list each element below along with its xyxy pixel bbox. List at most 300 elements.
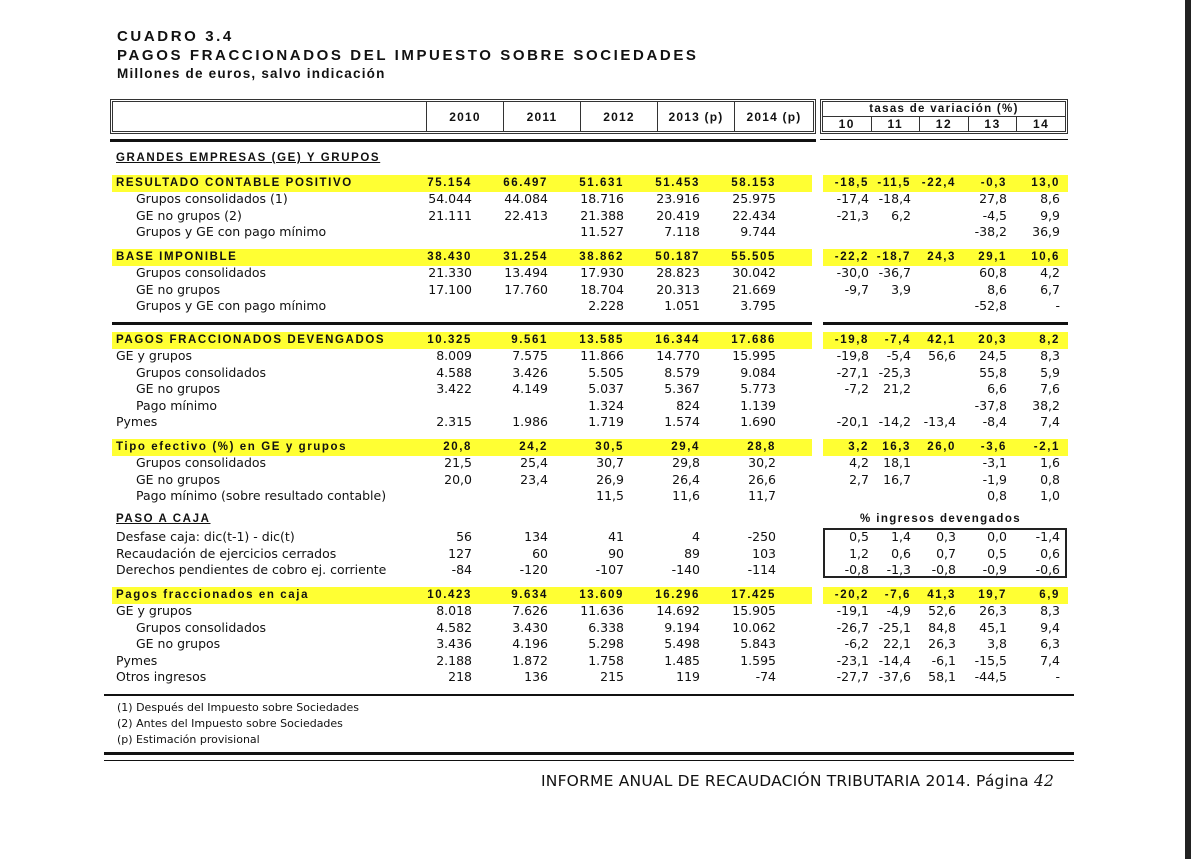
- value-cell: 4.149: [512, 381, 548, 396]
- value-cell: 7.575: [512, 348, 548, 363]
- variation-title: tasas de variación (%): [823, 102, 1065, 117]
- table-row: [112, 488, 1068, 505]
- value-cell: 21.111: [428, 207, 472, 223]
- row-label: Pymes: [116, 414, 158, 429]
- value-cell: 11.866: [580, 348, 624, 363]
- variation-header-12: 12: [920, 117, 969, 132]
- value-cell: 54.044: [428, 191, 472, 206]
- row-label: Grupos y GE con pago mínimo: [136, 224, 327, 239]
- row-label: RESULTADO CONTABLE POSITIVO: [116, 177, 353, 189]
- rate-cell: 9,4: [1040, 619, 1060, 635]
- year-header-2014: 2014 (p): [746, 109, 802, 124]
- value-cell: 127: [448, 545, 472, 561]
- value-cell: 2.188: [436, 652, 472, 668]
- rate-cell: 8,3: [1040, 603, 1060, 618]
- value-cell: 60: [532, 545, 548, 561]
- value-cell: 31.254: [503, 251, 548, 263]
- rate-cell: -13,4: [923, 414, 956, 429]
- rate-cell: 2,7: [849, 471, 869, 487]
- rate-cell: -4,9: [886, 603, 911, 618]
- table-row: [112, 669, 1068, 686]
- footer-text: INFORME ANUAL DE RECAUDACIÓN TRIBUTARIA 2014. Página: [541, 772, 1029, 790]
- row-label: GE no grupos (2): [136, 207, 242, 223]
- value-cell: -74: [755, 669, 776, 684]
- year-header-2013: 2013 (p): [658, 102, 735, 131]
- value-cell: 5.505: [588, 364, 624, 380]
- value-cell: 51.453: [655, 177, 700, 189]
- rate-cell: 5,9: [1040, 364, 1060, 380]
- rate-cell: 0,6: [1040, 545, 1060, 561]
- footnotes: [117, 700, 359, 748]
- value-cell: 1.758: [588, 652, 624, 668]
- table-row: [112, 282, 1068, 299]
- table-row: [112, 365, 1068, 382]
- row-label: Grupos y GE con pago mínimo: [136, 298, 327, 313]
- value-cell: 18.716: [580, 191, 624, 206]
- value-cell: 4: [692, 529, 700, 544]
- rate-cell: 6,6: [987, 381, 1007, 396]
- value-cell: 29,8: [672, 455, 700, 470]
- row-label: GE y grupos: [116, 603, 193, 618]
- table-number: CUADRO 3.4: [117, 28, 234, 45]
- value-cell: 5.037: [588, 381, 624, 396]
- value-cell: 9.634: [511, 589, 548, 601]
- table-row: [112, 208, 1068, 225]
- footnote-p: (p) Estimación provisional: [117, 733, 260, 746]
- rate-cell: 22,1: [883, 636, 911, 651]
- rate-cell: -0,8: [844, 562, 869, 577]
- rate-cell: 6,9: [1039, 589, 1060, 601]
- value-cell: 21.388: [580, 207, 624, 223]
- rate-cell: -1,3: [886, 562, 911, 577]
- value-cell: 1.324: [588, 397, 624, 413]
- table-row: [112, 472, 1068, 489]
- rate-cell: 26,3: [979, 603, 1007, 618]
- value-cell: 30.042: [732, 265, 776, 280]
- value-cell: 16.344: [655, 334, 700, 346]
- value-cell: 3.426: [512, 364, 548, 380]
- row-label: Pagos fraccionados en caja: [116, 589, 310, 601]
- rate-cell: -: [1055, 298, 1060, 313]
- value-cell: 17.425: [731, 589, 776, 601]
- rate-cell: -36,7: [878, 265, 911, 280]
- rate-cell: -7,4: [884, 334, 911, 346]
- value-cell: 20.313: [656, 281, 700, 297]
- row-label: Recaudación de ejercicios cerrados: [116, 545, 337, 561]
- rate-cell: -7,2: [844, 381, 869, 396]
- value-cell: 5.773: [740, 381, 776, 396]
- rate-cell: -15,5: [974, 652, 1007, 668]
- rate-cell: -23,1: [836, 652, 869, 668]
- rate-cell: -0,9: [982, 562, 1007, 577]
- year-header-box: [110, 99, 816, 134]
- value-cell: 5.843: [740, 636, 776, 651]
- value-cell: 25.975: [732, 191, 776, 206]
- rate-cell: 3,2: [848, 441, 869, 453]
- rate-cell: -6,2: [844, 636, 869, 651]
- value-cell: 28,8: [747, 441, 776, 453]
- value-cell: 9.561: [511, 334, 548, 346]
- rate-cell: 29,1: [978, 251, 1007, 263]
- rate-cell: -19,8: [836, 348, 869, 363]
- rate-cell: 4,2: [849, 455, 869, 470]
- value-cell: 58.153: [731, 177, 776, 189]
- table-row: [112, 348, 1068, 365]
- page-footer: [541, 772, 1054, 790]
- value-cell: 50.187: [655, 251, 700, 263]
- value-cell: 1.574: [664, 414, 700, 429]
- table-row: [112, 249, 1068, 266]
- value-cell: 51.631: [579, 177, 624, 189]
- value-cell: 56: [456, 529, 472, 544]
- value-cell: 824: [676, 397, 700, 413]
- row-label: GE no grupos: [136, 381, 221, 396]
- table-row: [112, 603, 1068, 620]
- rate-cell: 0,0: [987, 529, 1007, 544]
- value-cell: 119: [676, 669, 700, 684]
- row-label: Otros ingresos: [116, 669, 207, 684]
- header-rule-right: [820, 139, 1068, 140]
- value-cell: 16.296: [655, 589, 700, 601]
- rate-cell: -14,2: [878, 414, 911, 429]
- rate-cell: -27,7: [836, 669, 869, 684]
- table-row: [112, 529, 1068, 546]
- value-cell: 11.527: [580, 224, 624, 239]
- row-label: BASE IMPONIBLE: [116, 251, 238, 263]
- value-cell: 26,4: [672, 471, 700, 487]
- rate-cell: -22,4: [921, 177, 956, 189]
- rate-cell: 0,3: [936, 529, 956, 544]
- table-row: [112, 587, 1068, 604]
- value-cell: 21,5: [444, 455, 472, 470]
- value-cell: 21.330: [428, 265, 472, 280]
- rate-cell: -18,5: [834, 177, 869, 189]
- value-cell: 5.367: [664, 381, 700, 396]
- year-header-2010: 2010: [427, 102, 504, 131]
- rate-cell: 1,0: [1040, 488, 1060, 503]
- table-row: [112, 546, 1068, 563]
- value-cell: 22.434: [732, 207, 776, 223]
- value-cell: 17.686: [731, 334, 776, 346]
- value-cell: 90: [608, 545, 624, 561]
- row-label: Grupos consolidados: [136, 455, 267, 470]
- variation-header-14: 14: [1032, 117, 1050, 131]
- value-cell: 41: [608, 529, 624, 544]
- value-cell: 5.498: [664, 636, 700, 651]
- rate-cell: 10,6: [1031, 251, 1060, 263]
- rate-cell: -9,7: [844, 281, 869, 297]
- rate-cell: -14,4: [878, 652, 911, 668]
- value-cell: 3.795: [740, 298, 776, 313]
- value-cell: -250: [747, 529, 776, 544]
- table-row: [112, 191, 1068, 208]
- rate-cell: -4,5: [982, 207, 1007, 223]
- table-row: [112, 265, 1068, 282]
- row-label: Pymes: [116, 652, 158, 668]
- section-rule-left: [112, 322, 812, 325]
- value-cell: 1.051: [664, 298, 700, 313]
- notes-top-rule: [104, 694, 1074, 696]
- value-cell: 134: [524, 529, 548, 544]
- value-cell: 4.196: [512, 636, 548, 651]
- value-cell: 103: [752, 545, 776, 561]
- rate-cell: 0,5: [987, 545, 1007, 561]
- rate-cell: 1,6: [1040, 455, 1060, 470]
- rate-cell: -37,6: [878, 669, 911, 684]
- value-cell: 1.986: [512, 414, 548, 429]
- row-label: Grupos consolidados: [136, 619, 267, 635]
- value-cell: -140: [671, 562, 700, 577]
- section-rule-right: [823, 322, 1068, 325]
- rate-cell: -3,6: [980, 441, 1007, 453]
- rate-cell: -1,9: [982, 471, 1007, 487]
- rate-cell: 60,8: [979, 265, 1007, 280]
- value-cell: 5.298: [588, 636, 624, 651]
- value-cell: 17.930: [580, 265, 624, 280]
- rate-cell: 56,6: [928, 348, 956, 363]
- value-cell: 1.872: [512, 652, 548, 668]
- value-cell: 4.588: [436, 364, 472, 380]
- rate-cell: -26,7: [836, 619, 869, 635]
- rate-cell: 27,8: [979, 191, 1007, 206]
- table-row: [112, 332, 1068, 349]
- row-label: GE no grupos: [136, 636, 221, 651]
- table-row: [112, 175, 1068, 192]
- row-label: Grupos consolidados: [136, 265, 267, 280]
- variation-header-box: [820, 99, 1068, 134]
- rate-cell: -11,5: [877, 177, 911, 189]
- table-row: [112, 381, 1068, 398]
- value-cell: 11,7: [748, 488, 776, 503]
- rate-cell: 16,7: [883, 471, 911, 487]
- value-cell: -84: [451, 562, 472, 577]
- rate-cell: -25,1: [878, 619, 911, 635]
- row-label: GE no grupos: [136, 471, 221, 487]
- rate-cell: -27,1: [836, 364, 869, 380]
- value-cell: 55.505: [731, 251, 776, 263]
- footnote-1: (1) Después del Impuesto sobre Sociedades: [117, 701, 360, 714]
- value-cell: 6.338: [588, 619, 624, 635]
- title-block: [117, 27, 699, 83]
- table-row: [112, 562, 1068, 579]
- value-cell: 38.862: [579, 251, 624, 263]
- value-cell: 8.018: [436, 603, 472, 618]
- value-cell: 9.194: [664, 619, 700, 635]
- window-edge-bar: [1185, 0, 1191, 859]
- row-label: Desfase caja: dic(t-1) - dic(t): [116, 529, 295, 544]
- page-number: 42: [1033, 772, 1055, 790]
- rate-cell: 7,6: [1040, 381, 1060, 396]
- value-cell: 13.609: [579, 589, 624, 601]
- value-cell: 29,4: [671, 441, 700, 453]
- value-cell: 2.315: [436, 414, 472, 429]
- label-header-cell: [113, 102, 427, 131]
- rate-cell: -6,1: [931, 652, 956, 668]
- rate-cell: -2,1: [1033, 441, 1060, 453]
- value-cell: -114: [747, 562, 776, 577]
- value-cell: 17.760: [504, 281, 548, 297]
- rate-cell: 20,3: [978, 334, 1007, 346]
- value-cell: 21.669: [732, 281, 776, 297]
- value-cell: 1.595: [740, 652, 776, 668]
- table-row: [112, 636, 1068, 653]
- rate-cell: 7,4: [1040, 652, 1060, 668]
- rate-cell: 3,8: [987, 636, 1007, 651]
- header-rule-left: [110, 139, 816, 142]
- section-heading-paso-a-caja: PASO A CAJA: [116, 513, 211, 525]
- value-cell: 66.497: [503, 177, 548, 189]
- rate-cell: 26,0: [927, 441, 956, 453]
- rate-cell: 24,3: [927, 251, 956, 263]
- value-cell: 1.485: [664, 652, 700, 668]
- rate-cell: 58,1: [928, 669, 956, 684]
- value-cell: 20,8: [443, 441, 472, 453]
- rate-cell: 19,7: [978, 589, 1007, 601]
- value-cell: 23,4: [520, 471, 548, 487]
- rate-cell: 45,1: [979, 619, 1007, 635]
- rate-cell: -20,1: [836, 414, 869, 429]
- rate-cell: -8,4: [982, 414, 1007, 429]
- rate-cell: -37,8: [974, 397, 1007, 413]
- value-cell: 44.084: [504, 191, 548, 206]
- row-label: GE y grupos: [116, 348, 193, 363]
- value-cell: 11,6: [672, 488, 700, 503]
- rate-cell: -5,4: [886, 348, 911, 363]
- value-cell: 9.744: [740, 224, 776, 239]
- rate-cell: 6,7: [1040, 281, 1060, 297]
- rate-cell: -20,2: [834, 589, 869, 601]
- rate-cell: 0,8: [1040, 471, 1060, 487]
- rate-cell: -52,8: [974, 298, 1007, 313]
- rate-cell: -44,5: [974, 669, 1007, 684]
- value-cell: 11,5: [596, 488, 624, 503]
- rate-cell: -0,3: [980, 177, 1007, 189]
- rate-cell: 0,5: [849, 529, 869, 544]
- rate-cell: 6,2: [891, 207, 911, 223]
- value-cell: 20.419: [656, 207, 700, 223]
- rate-cell: -21,3: [836, 207, 869, 223]
- variation-header-13: 13: [969, 117, 1018, 132]
- variation-header-10: 10: [823, 117, 872, 132]
- pct-ingresos-title: % ingresos devengados: [860, 513, 1022, 525]
- value-cell: 8.579: [664, 364, 700, 380]
- value-cell: 15.995: [732, 348, 776, 363]
- value-cell: 8.009: [436, 348, 472, 363]
- rate-cell: 3,9: [891, 281, 911, 297]
- value-cell: 75.154: [427, 177, 472, 189]
- rate-cell: -0,8: [931, 562, 956, 577]
- year-header-2011: 2011: [504, 102, 581, 131]
- row-label: Tipo efectivo (%) en GE y grupos: [116, 441, 348, 453]
- row-label: PAGOS FRACCIONADOS DEVENGADOS: [116, 334, 386, 346]
- value-cell: 13.494: [504, 265, 548, 280]
- value-cell: 9.084: [740, 364, 776, 380]
- value-cell: 14.770: [656, 348, 700, 363]
- value-cell: 22.413: [504, 207, 548, 223]
- row-label: GE no grupos: [136, 281, 221, 297]
- rate-cell: 24,5: [979, 348, 1007, 363]
- value-cell: 15.905: [732, 603, 776, 618]
- rate-cell: -30,0: [836, 265, 869, 280]
- value-cell: 89: [684, 545, 700, 561]
- value-cell: 25,4: [520, 455, 548, 470]
- row-label: Grupos consolidados (1): [136, 191, 288, 206]
- rate-cell: -25,3: [878, 364, 911, 380]
- rate-cell: -: [1055, 669, 1060, 684]
- value-cell: 4.582: [436, 619, 472, 635]
- value-cell: 1.139: [740, 397, 776, 413]
- value-cell: 10.423: [427, 589, 472, 601]
- value-cell: 14.692: [656, 603, 700, 618]
- value-cell: 11.636: [580, 603, 624, 618]
- rate-cell: -1,4: [1035, 529, 1060, 544]
- value-cell: 1.719: [588, 414, 624, 429]
- table-row: [112, 620, 1068, 637]
- table-row: [112, 224, 1068, 241]
- rate-cell: -22,2: [834, 251, 869, 263]
- rate-cell: 7,4: [1040, 414, 1060, 429]
- rate-cell: -38,2: [974, 224, 1007, 239]
- year-header-2012: 2012: [581, 102, 658, 131]
- rate-cell: -0,6: [1035, 562, 1060, 577]
- value-cell: 3.436: [436, 636, 472, 651]
- value-cell: 24,2: [519, 441, 548, 453]
- table-row: [112, 653, 1068, 670]
- value-cell: 13.585: [579, 334, 624, 346]
- rate-cell: 13,0: [1031, 177, 1060, 189]
- value-cell: 26,9: [596, 471, 624, 487]
- value-cell: 1.690: [740, 414, 776, 429]
- rate-cell: 8,2: [1039, 334, 1060, 346]
- rate-cell: 9,9: [1040, 207, 1060, 223]
- rate-cell: -19,1: [836, 603, 869, 618]
- value-cell: 23.916: [656, 191, 700, 206]
- value-cell: 17.100: [428, 281, 472, 297]
- rate-cell: 18,1: [883, 455, 911, 470]
- rate-cell: 16,3: [882, 441, 911, 453]
- rate-cell: 8,3: [1040, 348, 1060, 363]
- rate-cell: 21,2: [883, 381, 911, 396]
- value-cell: 30,7: [596, 455, 624, 470]
- row-label: Derechos pendientes de cobro ej. corriente: [116, 562, 387, 577]
- value-cell: 20,0: [444, 471, 472, 487]
- value-cell: 3.422: [436, 381, 472, 396]
- rate-cell: 1,4: [891, 529, 911, 544]
- variation-header-11: 11: [872, 117, 921, 132]
- row-label: Pago mínimo (sobre resultado contable): [136, 488, 387, 503]
- row-label: Grupos consolidados: [136, 364, 267, 380]
- rate-cell: 36,9: [1032, 224, 1060, 239]
- rate-cell: -18,4: [878, 191, 911, 206]
- rate-cell: 0,8: [987, 488, 1007, 503]
- value-cell: 218: [448, 669, 472, 684]
- rate-cell: -3,1: [982, 455, 1007, 470]
- value-cell: 26,6: [748, 471, 776, 487]
- value-cell: -120: [519, 562, 548, 577]
- rate-cell: 0,7: [936, 545, 956, 561]
- rate-cell: 0,6: [891, 545, 911, 561]
- table-row: [112, 439, 1068, 456]
- footer-rule-thin: [104, 760, 1074, 761]
- value-cell: 18.704: [580, 281, 624, 297]
- value-cell: 3.430: [512, 619, 548, 635]
- value-cell: -107: [595, 562, 624, 577]
- rate-cell: 1,2: [849, 545, 869, 561]
- footnote-2: (2) Antes del Impuesto sobre Sociedades: [117, 717, 343, 730]
- rate-cell: 38,2: [1032, 397, 1060, 413]
- rate-cell: -17,4: [836, 191, 869, 206]
- value-cell: 28.823: [656, 265, 700, 280]
